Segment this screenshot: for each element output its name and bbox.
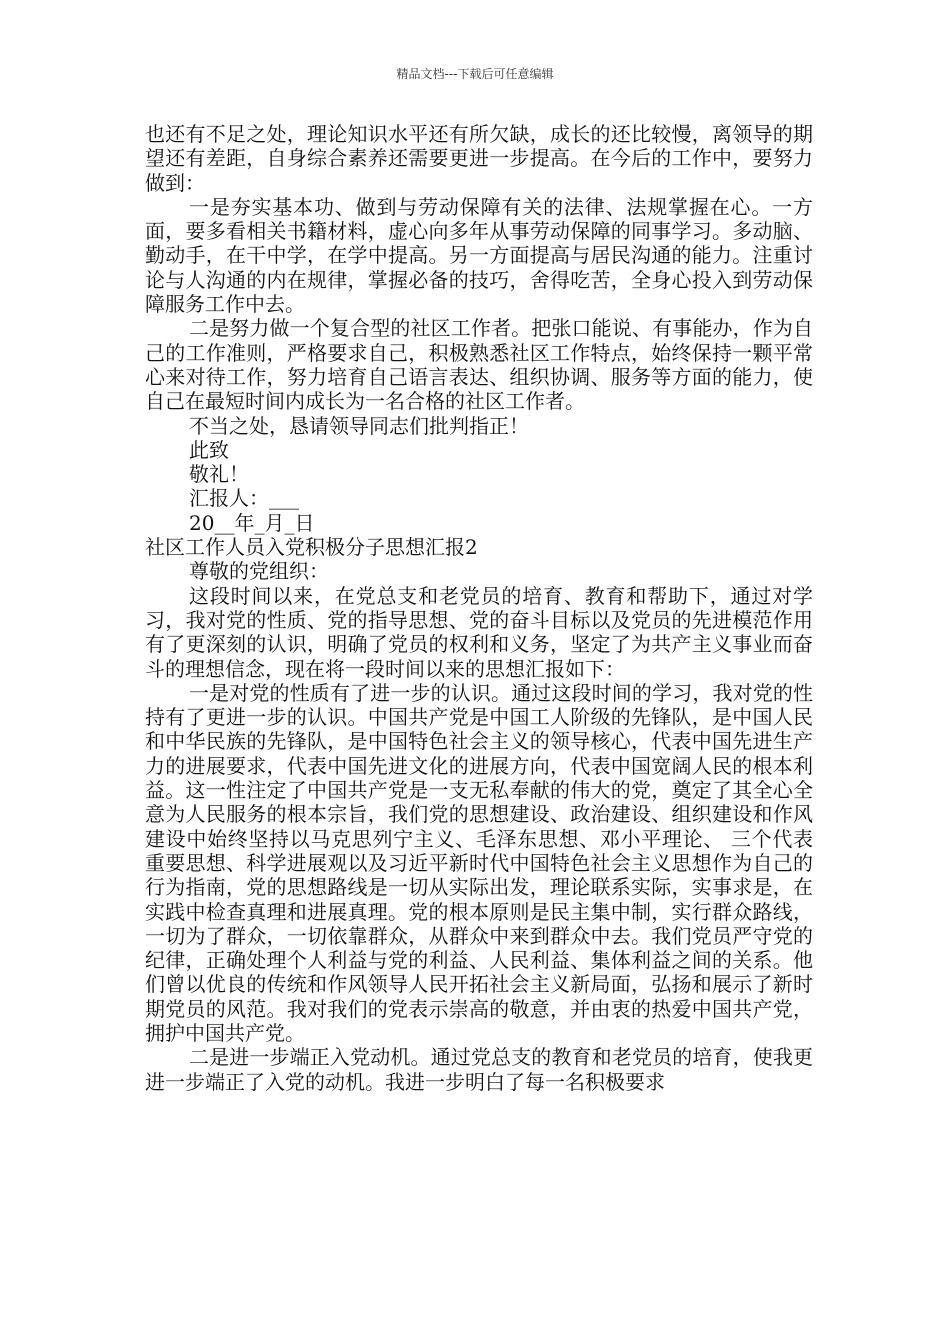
page-header: 精品文档---下载后可任意编辑 (396, 67, 554, 81)
paragraph: 也还有不足之处，理论知识水平还有所欠缺，成长的还比较慢，离领导的期望还有差距，自身综合素养还需要更进一步提高。在今后的工作中，要努力做到： (145, 122, 813, 195)
greeting-line: 尊敬的党组织： (189, 559, 329, 584)
reporter-line: 汇报人：___ (189, 486, 299, 511)
salutation-line: 敬礼！ (189, 462, 249, 487)
salutation-line: 此致 (189, 437, 229, 462)
paragraph: 这段时间以来，在党总支和老党员的培育、教育和帮助下，通过对学习，我对党的性质、党的指导思想、党的奋斗目标以及党员的先进模范作用有了更深刻的认识，明确了党员的权利和义务，坚定了为共产主义事业而奋斗的理想信念，现在将一段时间以来的思想汇报如下： (145, 583, 813, 681)
closing-line: 不当之处，恳请领导同志们批判指正！ (189, 413, 529, 438)
paragraph: 一是夯实基本功、做到与劳动保障有关的法律、法规掌握在心。一方面，要多看相关书籍材料，虚心向多年从事劳动保障的同事学习。多动脑、勤动手，在干中学，在学中提高。另一方面提高与居民沟通的能力。注重讨论与人沟通的内在规律，掌握必备的技巧，舍得吃苦，全身心投入到劳动保障服务工作中去。 (145, 194, 813, 317)
paragraph: 二是努力做一个复合型的社区工作者。把张口能说、有事能办，作为自己的工作准则，严格要求自己，积极熟悉社区工作特点，始终保持一颗平常心来对待工作，努力培育自己语言表达、组织协调、服务等方面的能力，使自己在最短时间内成长为一名合格的社区工作者。 (145, 316, 813, 414)
paragraph: 二是进一步端正入党动机。通过党总支的教育和老党员的培育，使我更进一步端正了入党的动机。我进一步明白了每一名积极要求 (145, 1045, 813, 1094)
section-title: 社区工作人员入党积极分子思想汇报2 (145, 535, 478, 560)
document-body (145, 122, 813, 1094)
paragraph: 一是对党的性质有了进一步的认识。通过这段时间的学习，我对党的性持有了更进一步的认识。中国共产党是中国工人阶级的先锋队，是中国人民和中华民族的先锋队，是中国特色社会主义的领导核心，代表中国先进生产力的进展要求，代表中国先进文化的进展方向，代表中国宽阔人民的根本利益。这一性注定了中国共产党是一支无私奉献的伟大的党，奠定了其全心全意为人民服务的根本宗旨，我们党的思想建设、政治建设、组织建设和作风建设中始终坚持以马克思列宁主义、毛泽东思想、邓小平理论、 三个代表 重要思想、科学进展观以及习近平新时代中国特色社会主义思想作为自己的行为指南，党的思想路线是一切从实际出发，理论联系实际，实事求是，在实践中检查真理和进展真理。党的根本原则是民主集中制，实行群众路线，一切为了群众，一切依靠群众，从群众中来到群众中去。我们党员严守党的纪律，正确处理个人利益与党的利益、人民利益、集体利益之间的关系。他们曾以优良的传统和作风领导人民开拓社会主义新局面，弘扬和展示了新时期党员的风范。我对我们的党表示崇高的敬意，并由衷的热爱中国共产党，拥护中国共产党。 (145, 680, 813, 1045)
date-line: 20__年_月_日 (189, 510, 315, 535)
